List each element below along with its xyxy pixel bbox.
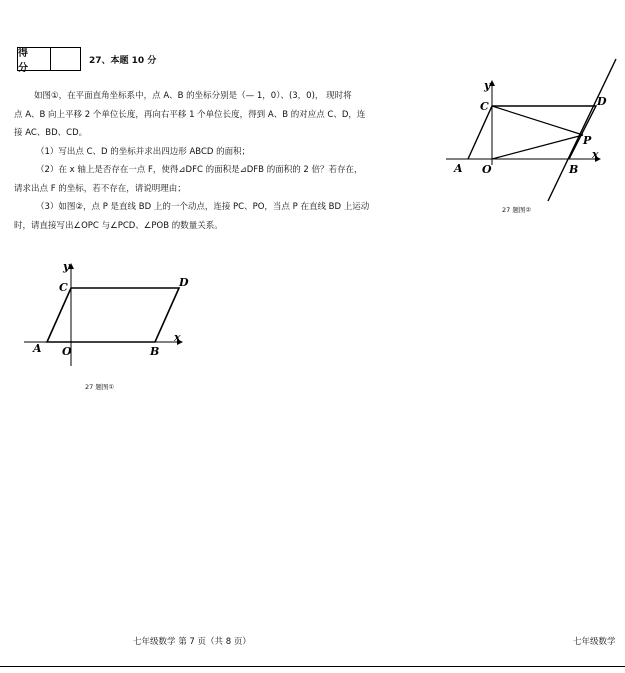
label-x: x [174,331,181,344]
footer-right-label: 七年级数学 [573,637,616,647]
figure-2-caption: 27 题图② [502,206,532,214]
line-bd [548,59,616,201]
part-3-line-2: 时，请直接写出∠OPC 与∠PCD、∠POB 的数量关系。 [14,220,223,231]
part-2-line-2: 请求出点 F 的坐标，若不存在，请说明理由； [14,183,186,194]
label-C: C [480,100,489,113]
stem-line-1: 如图①，在平面直角坐标系中，点 A、B 的坐标分别是（— 1，0）、(3，0)， 现时将 [34,91,352,101]
segment-pc [492,106,583,135]
footer-page-info: 七年级数学 第 7 页（共 8 页） [133,637,251,647]
label-A: A [33,342,42,355]
label-D: D [179,276,189,289]
parallelogram-abdc [47,288,179,342]
label-y: y [484,79,491,92]
question-title: 27、本题 10 分 [89,56,157,66]
stem-line-3: 接 AC、BD、CD。 [14,128,88,138]
question-stem [14,87,406,235]
label-B: B [150,345,160,358]
figure-2 [440,55,622,203]
stem-line-2: 点 A、B 向上平移 2 个单位长度，再向右平移 1 个单位长度，得到 A、B 的对应点 C、D，连 [14,109,366,120]
label-O: O [482,163,492,176]
part-3-line-1: （3）如图②，点 P 是直线 BD 上的一个动点，连接 PC、PO，当点 P 在直线 BD 上运动 [36,202,370,212]
footer-divider [0,666,625,667]
figure-1 [22,258,192,368]
label-C: C [59,281,68,294]
part-2-line-1: （2）在 x 轴上是否存在一点 F，使得⊿DFC 的面积是⊿DFB 的面积的 2 倍？若存在， [36,165,363,175]
label-B: B [569,163,579,176]
label-D: D [597,95,607,108]
label-A: A [454,162,463,175]
label-x: x [592,148,599,161]
score-label: 得 分 [18,48,51,70]
label-O: O [62,345,72,358]
part-1: （1）写出点 C、D 的坐标并求出四边形 ABCD 的面积； [36,146,251,157]
score-blank-cell [51,48,80,70]
label-P: P [583,134,592,147]
figure-1-caption: 27 题图① [85,383,115,391]
score-box [17,47,81,74]
label-y: y [63,260,70,273]
